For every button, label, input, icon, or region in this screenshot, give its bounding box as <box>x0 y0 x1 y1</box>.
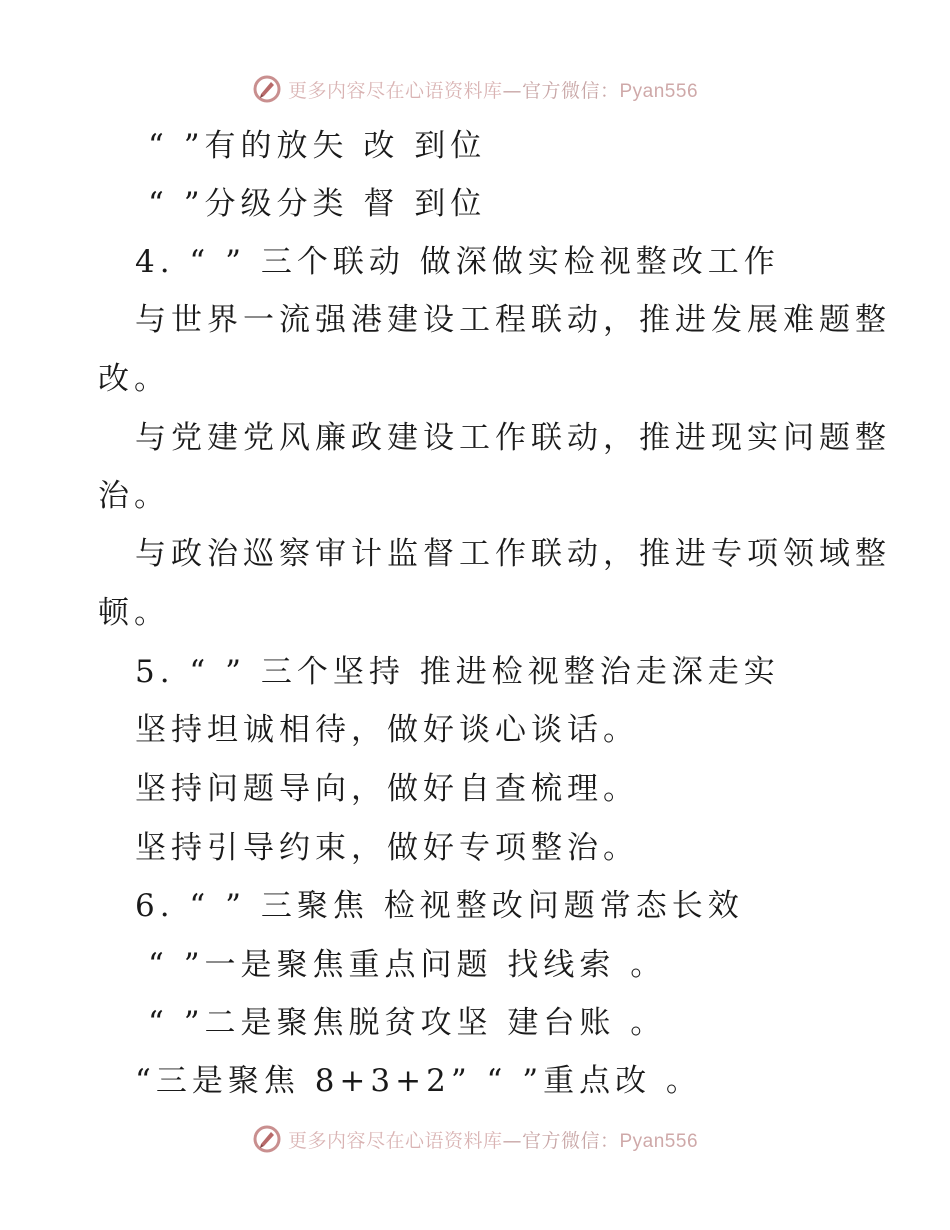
watermark-dash: — <box>502 1129 522 1152</box>
text-line: 与世界一流强港建设工程联动，推进发展难题整 <box>135 302 891 338</box>
text-line: 坚持坦诚相待，做好谈心谈话。 <box>135 712 639 748</box>
watermark-label: 官方微信： <box>521 1129 620 1152</box>
text-line: “ ”一是聚焦重点问题 找线索 。 <box>148 947 667 983</box>
text-line: “三是聚焦 8+3+2” “ ”重点改 。 <box>135 1063 702 1099</box>
text-line: 改。 <box>98 361 170 397</box>
text-line: 与党建党风廉政建设工作联动，推进现实问题整 <box>135 420 891 456</box>
watermark-text <box>288 76 698 103</box>
heading-line: 5. “ ” 三个坚持 推进检视整治走深走实 <box>135 654 780 690</box>
watermark-wechat-id: Pyan556 <box>619 1130 699 1152</box>
watermark-dash: — <box>502 79 522 102</box>
watermark-wechat-id: Pyan556 <box>619 80 699 102</box>
text-line: “ ”二是聚焦脱贫攻坚 建台账 。 <box>148 1005 667 1041</box>
heading-line: 6. “ ” 三聚焦 检视整改问题常态长效 <box>135 888 744 924</box>
pen-logo-icon <box>252 1124 282 1154</box>
text-line: 顿。 <box>98 595 170 631</box>
text-line: 治。 <box>98 478 170 514</box>
heading-line: 4. “ ” 三个联动 做深做实检视整改工作 <box>135 244 780 280</box>
watermark-text <box>288 1126 698 1153</box>
text-line: 与政治巡察审计监督工作联动，推进专项领域整 <box>135 536 891 572</box>
watermark-footer <box>0 1124 950 1154</box>
text-line: 坚持问题导向，做好自查梳理。 <box>135 771 639 807</box>
watermark-header <box>0 74 950 104</box>
watermark-brand: 更多内容尽在心语资料库 <box>287 79 503 102</box>
text-line: 坚持引导约束，做好专项整治。 <box>135 830 639 866</box>
text-line: “ ”分级分类 督 到位 <box>148 186 487 222</box>
watermark-brand: 更多内容尽在心语资料库 <box>287 1129 503 1152</box>
watermark-label: 官方微信： <box>521 79 620 102</box>
pen-logo-icon <box>252 74 282 104</box>
text-line: “ ”有的放矢 改 到位 <box>148 128 487 164</box>
